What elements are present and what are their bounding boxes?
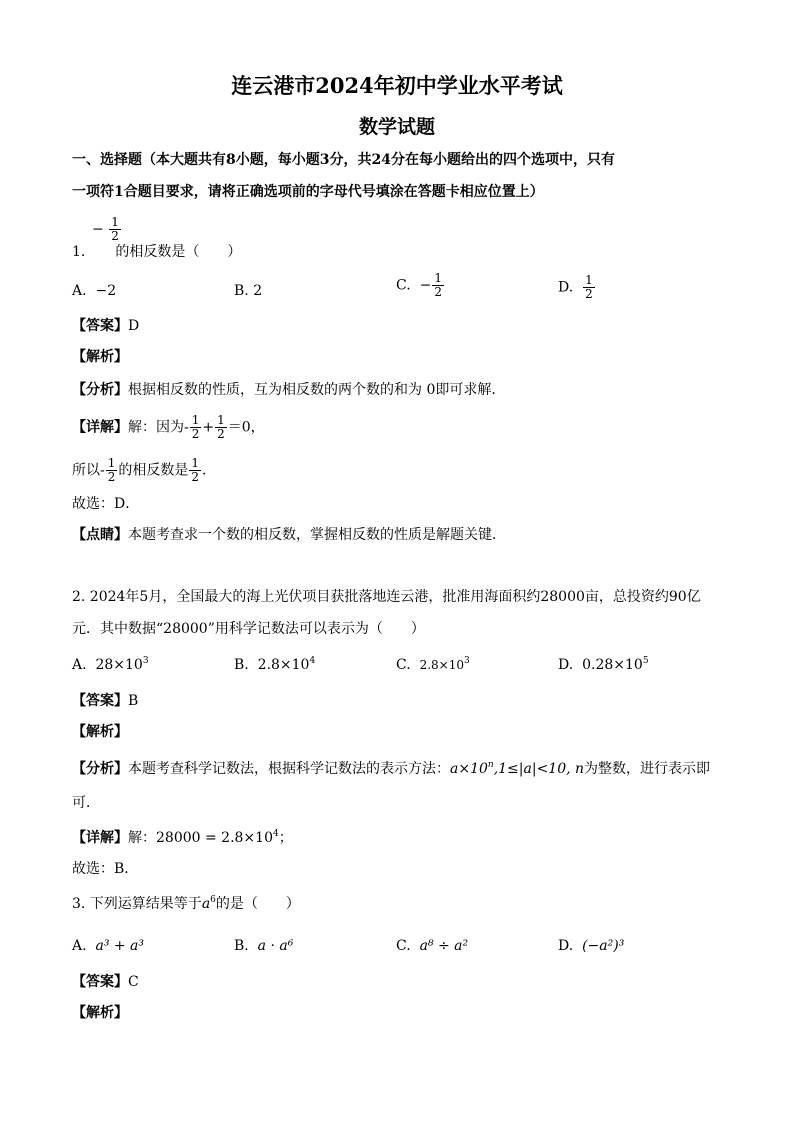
q2-option-d <box>558 655 649 675</box>
q3-option-a-label: A. <box>72 938 87 954</box>
q3-option-d-label: D. <box>558 938 574 954</box>
q2-xiangjie-end: ； <box>278 830 293 846</box>
q1-answer-tag: 【答案】 <box>72 318 128 334</box>
q2-answer-tag: 【答案】 <box>72 693 128 709</box>
q2-fenxi-pre: 本题考查科学记数法，根据科学记数法的表示方法： <box>128 761 450 777</box>
q1-suoyi-frac2-num: 1 <box>191 456 200 470</box>
q1-stem-end: ） <box>227 244 242 260</box>
q1-suoyi-end: ． <box>202 462 217 479</box>
q1-xiangjie-frac1-num: 1 <box>191 413 200 427</box>
q1-fraction <box>109 216 121 243</box>
q3-answer-value: C <box>128 974 139 990</box>
q2-fenxi-tag: 【分析】 <box>72 761 128 777</box>
q1-option-c-den: 2 <box>434 285 442 299</box>
q3-stem-pre: 3. 下列运算结果等于 <box>72 896 202 912</box>
q2-option-d-label: D. <box>558 657 574 673</box>
q3-option-c-text: a⁸ ÷ a² <box>419 938 469 954</box>
q2-option-a-exp: 3 <box>142 656 149 666</box>
q2-xiangjie-tag: 【详解】 <box>72 830 128 846</box>
q1-frac-sign: − <box>92 221 104 238</box>
q1-option-a <box>72 281 116 301</box>
q3-answer-tag: 【答案】 <box>72 974 128 990</box>
q1-suoyi <box>72 457 216 484</box>
q1-dianjing <box>72 525 506 545</box>
q1-fenxi-text: 根据相反数的性质，互为相反数的两个数的和为 0即可求解． <box>128 382 506 398</box>
q2-guxuan: 故选：B． <box>72 861 139 877</box>
q1-option-b <box>234 281 262 301</box>
q1-xiangjie-frac1-den: 2 <box>191 427 200 441</box>
page-subtitle: 数学试题 <box>358 116 435 138</box>
q3-option-b-label: B. <box>234 938 249 954</box>
q2-fenxi-line2: 可． <box>72 795 100 811</box>
q1-suoyi-frac1-num: 1 <box>107 456 116 470</box>
q1-xiangjie-frac1 <box>190 414 202 441</box>
q1-option-a-text: −2 <box>95 283 117 299</box>
q2-fenxi <box>72 759 710 779</box>
q2-xiangjie-pre: 解： <box>128 830 156 846</box>
q1-option-c <box>396 272 445 299</box>
q1-option-c-fraction <box>432 272 444 299</box>
q2-option-b <box>234 655 315 675</box>
q1-suoyi-frac1-den: 2 <box>107 470 116 484</box>
q3-option-c-label: C. <box>396 938 411 954</box>
q1-dianjing-tag: 【点睛】 <box>72 527 128 543</box>
q1-xiangjie-plus: + <box>202 419 215 436</box>
q1-xiangjie-frac2-num: 1 <box>217 413 225 427</box>
q1-option-b-text: 2 <box>253 283 263 299</box>
q1-option-d <box>558 274 596 301</box>
q1-xiangjie-frac2 <box>215 414 227 441</box>
q3-option-a-text: a³ + a³ <box>95 938 145 954</box>
q2-option-b-base: 2.8×10 <box>257 657 310 673</box>
q2-stem-line2-text: 元．其中数据“28000”用科学记数法可以表示为（ <box>72 621 383 637</box>
q3-option-d <box>558 936 624 956</box>
section-heading-line1: 一、选择题（本大题共有8小题，每小题3分，共24分在每小题给出的四个选项中，只有 <box>72 152 615 168</box>
q3-stem-end: ） <box>285 896 300 912</box>
q2-option-a <box>72 655 149 675</box>
q3-option-b <box>234 936 293 956</box>
q1-stem <box>72 242 241 262</box>
q3-stem-post: 的是（ <box>215 896 258 912</box>
q1-option-b-label: B. <box>234 283 249 299</box>
q1-xiangjie-pre: 解：因为- <box>128 419 189 436</box>
q3-option-c <box>396 936 468 956</box>
q3-option-a <box>72 936 144 956</box>
q1-xiangjie <box>72 414 265 441</box>
q1-fraction-raised <box>92 216 122 243</box>
q1-fenxi <box>72 380 505 400</box>
q2-answer-value: B <box>128 693 139 709</box>
q1-suoyi-frac1 <box>106 457 118 484</box>
q1-option-c-label: C. <box>396 277 411 294</box>
q2-option-d-base: 0.28×10 <box>582 657 643 673</box>
q3-stem-exp: 6 <box>210 895 216 905</box>
q2-stem-line2 <box>72 619 425 639</box>
q1-xiangjie-tag: 【详解】 <box>72 419 128 436</box>
q2-option-c-label: C. <box>396 657 411 673</box>
q2-fenxi-formula-rest: ,1≤|a|<10, n <box>493 761 585 777</box>
page-title: 连云港市2024年初中学业水平考试 <box>231 73 563 98</box>
q2-option-c-base: 2.8×10 <box>419 658 464 672</box>
q2-xiangjie-exp: 4 <box>272 829 279 839</box>
q2-fenxi-formula-n: n <box>487 760 494 770</box>
q2-option-c-exp: 3 <box>464 656 470 666</box>
q2-option-d-exp: 5 <box>642 656 649 666</box>
q1-suoyi-pre: 所以- <box>72 462 105 479</box>
q1-fenxi-tag: 【分析】 <box>72 382 128 398</box>
q1-xiangjie-eq: ＝0， <box>227 419 265 436</box>
q1-suoyi-frac2-den: 2 <box>191 470 200 484</box>
q2-xiangjie-formula: 28000 = 2.8×10 <box>156 830 273 846</box>
q3-option-b-text: a · a⁶ <box>257 938 294 954</box>
q1-option-c-num: 1 <box>434 271 442 285</box>
q1-option-d-den: 2 <box>585 287 593 301</box>
q2-option-b-exp: 4 <box>309 656 316 666</box>
q3-stem-a: a <box>201 896 211 912</box>
q3-analysis-tag: 【解析】 <box>72 1005 128 1021</box>
q1-stem-text: 的相反数是（ <box>115 244 200 260</box>
q1-answer-value: D <box>128 318 140 334</box>
q3-answer <box>72 972 139 992</box>
q1-analysis-tag: 【解析】 <box>72 349 128 365</box>
q1-option-d-label: D. <box>558 279 574 296</box>
q2-option-b-label: B. <box>234 657 249 673</box>
q1-option-d-fraction <box>583 274 595 301</box>
q1-xiangjie-frac2-den: 2 <box>217 427 225 441</box>
q2-option-a-label: A. <box>72 657 87 673</box>
q1-frac-num: 1 <box>111 215 119 229</box>
q1-suoyi-mid: 的相反数是 <box>118 462 189 479</box>
q2-option-a-base: 28×10 <box>95 657 143 673</box>
q2-answer <box>72 691 138 711</box>
q1-suoyi-frac2 <box>189 457 201 484</box>
q1-dianjing-text: 本题考查求一个数的相反数，掌握相反数的性质是解题关键． <box>128 527 506 543</box>
q3-option-d-text: (−a²)³ <box>582 938 625 954</box>
q2-stem-line2-end: ） <box>410 621 425 637</box>
q2-xiangjie <box>72 828 293 848</box>
q2-fenxi-post: 为整数，进行表示即 <box>584 761 711 777</box>
q2-fenxi-formula-a: a×10 <box>450 761 488 777</box>
q3-stem <box>72 894 300 914</box>
q2-stem-line1: 2. 2024年5月，全国最大的海上光伏项目获批落地连云港，批准用海面积约28000亩，总投资约90亿 <box>72 589 701 605</box>
q2-option-c <box>396 655 470 675</box>
q1-option-c-sign: − <box>419 277 432 294</box>
q1-number: 1. <box>72 244 86 260</box>
section-heading-line2: 一项符1合题目要求，请将正确选项前的字母代号填涂在答题卡相应位置上） <box>72 184 544 200</box>
q1-option-d-num: 1 <box>585 273 593 287</box>
q1-guxuan: 故选：D． <box>72 496 140 512</box>
q2-analysis-tag: 【解析】 <box>72 724 128 740</box>
q1-frac-den: 2 <box>111 229 119 243</box>
q1-answer <box>72 316 139 336</box>
q1-option-a-label: A. <box>72 283 87 299</box>
